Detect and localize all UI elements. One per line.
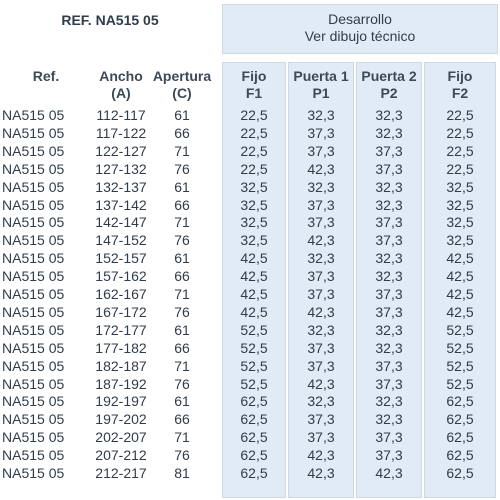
cell-puerta-2: 37,3 [375,447,403,464]
cell-ancho: 202-207 [95,429,147,446]
table-row [0,250,500,268]
header-fijo-f1-line1: Fijo [241,68,267,84]
header-ref [0,68,92,85]
cell-fijo-f2: 42,5 [446,286,474,302]
cell-puerta-2: 32,3 [375,411,403,428]
cell-fijo-f2: 32,5 [446,232,474,249]
cell-apertura: 71 [174,429,190,446]
cell-fijo-f2: 42,5 [446,268,474,285]
cell-apertura: 66 [174,339,190,356]
cell-ref: NA515 05 [2,465,65,481]
cell-fijo-f2: 52,5 [446,321,474,338]
table-row [0,429,500,447]
cell-puerta-1: 37,3 [307,357,335,374]
header-ref-line1: Ref. [32,68,60,84]
cell-ref: NA515 05 [2,160,65,177]
cell-puerta-1: 42,3 [307,375,335,392]
cell-fijo-f1: 42,5 [240,268,268,285]
cell-fijo-f1: 52,5 [240,375,268,392]
table-row [0,179,500,197]
cell-puerta-2: 32,3 [375,339,403,356]
table-row [0,465,500,483]
cell-ref: NA515 05 [2,321,65,338]
cell-puerta-2: 32,3 [375,178,403,195]
cell-ancho: 177-182 [95,339,147,356]
cell-fijo-f1: 32,5 [240,196,268,213]
header-fijo-f1 [222,68,286,102]
table-row [0,232,500,250]
cell-ref: NA515 05 [2,429,65,446]
cell-apertura: 76 [174,303,190,320]
cell-puerta-1: 42,3 [307,303,335,320]
header-puerta-2-line1: Puerta 2 [361,68,417,84]
header-apertura-line1: Apertura [152,68,212,84]
cell-apertura: 66 [174,411,190,428]
cell-puerta-2: 37,3 [375,375,403,392]
cell-puerta-1: 37,3 [307,429,335,446]
cell-puerta-1: 37,3 [307,411,335,428]
cell-fijo-f1: 62,5 [240,447,268,464]
cell-fijo-f2: 32,5 [446,178,474,195]
header-apertura-line2: (C) [172,85,192,101]
cell-apertura: 71 [174,142,190,159]
cell-puerta-2: 32,3 [375,196,403,213]
cell-fijo-f2: 42,5 [446,250,474,267]
cell-ancho: 207-212 [95,447,147,464]
cell-apertura: 61 [174,250,190,267]
cell-fijo-f2: 52,5 [446,357,474,374]
cell-ref: NA515 05 [2,339,65,356]
cell-puerta-2: 37,3 [375,160,403,177]
table-row [0,340,500,358]
header-puerta-1 [288,68,354,102]
cell-puerta-2: 37,3 [375,429,403,446]
table-row [0,304,500,322]
cell-fijo-f2: 32,5 [446,196,474,213]
cell-fijo-f1: 32,5 [240,232,268,249]
header-fijo-f2-line1: Fijo [447,68,473,84]
cell-fijo-f1: 32,5 [240,214,268,231]
cell-fijo-f2: 62,5 [446,465,474,481]
cell-puerta-2: 37,3 [375,142,403,159]
cell-puerta-1: 32,3 [307,107,335,123]
cell-ref: NA515 05 [2,286,65,302]
table-row [0,286,500,304]
cell-puerta-2: 32,3 [375,250,403,267]
header-fijo-f1-line2: F1 [245,85,263,101]
cell-puerta-2: 32,3 [375,393,403,410]
cell-ref: NA515 05 [2,250,65,267]
cell-ancho: 172-177 [95,321,147,338]
cell-fijo-f2: 22,5 [446,160,474,177]
cell-puerta-1: 42,3 [307,232,335,249]
cell-ref: NA515 05 [2,232,65,249]
cell-fijo-f2: 32,5 [446,214,474,231]
table-row [0,322,500,340]
cell-ref: NA515 05 [2,107,65,123]
table-row [0,161,500,179]
cell-fijo-f1: 32,5 [240,178,268,195]
cell-apertura: 61 [174,178,190,195]
cell-fijo-f1: 42,5 [240,250,268,267]
cell-fijo-f1: 62,5 [240,465,268,481]
cell-puerta-2: 37,3 [375,286,403,302]
cell-ref: NA515 05 [2,178,65,195]
cell-apertura: 66 [174,268,190,285]
cell-fijo-f1: 22,5 [240,124,268,141]
table-row [0,107,500,125]
cell-puerta-2: 32,3 [375,268,403,285]
cell-puerta-1: 42,3 [307,465,335,481]
cell-fijo-f1: 52,5 [240,357,268,374]
cell-ancho: 187-192 [95,375,147,392]
cell-fijo-f2: 62,5 [446,447,474,464]
cell-apertura: 71 [174,357,190,374]
table-row [0,411,500,429]
cell-puerta-1: 37,3 [307,142,335,159]
development-title: Desarrollo [328,11,392,27]
header-fijo-f2-line2: F2 [451,85,469,101]
header-fijo-f2 [424,68,496,102]
table-row [0,376,500,394]
cell-puerta-2: 32,3 [375,321,403,338]
cell-fijo-f1: 52,5 [240,339,268,356]
cell-puerta-2: 32,3 [375,107,403,123]
cell-puerta-1: 37,3 [307,124,335,141]
cell-ancho: 132-137 [95,178,147,195]
cell-apertura: 71 [174,214,190,231]
cell-ancho: 212-217 [95,465,147,481]
cell-apertura: 81 [174,465,190,481]
cell-ancho: 182-187 [95,357,147,374]
cell-fijo-f2: 52,5 [446,339,474,356]
cell-fijo-f2: 52,5 [446,375,474,392]
cell-ref: NA515 05 [2,303,65,320]
cell-puerta-1: 37,3 [307,196,335,213]
header-puerta-1-line1: Puerta 1 [293,68,349,84]
cell-apertura: 61 [174,321,190,338]
cell-puerta-1: 42,3 [307,447,335,464]
cell-fijo-f2: 22,5 [446,142,474,159]
cell-fijo-f1: 62,5 [240,429,268,446]
table-title: REF. NA515 05 [61,12,159,28]
cell-puerta-2: 32,3 [375,124,403,141]
cell-ancho: 192-197 [95,393,147,410]
table-row [0,197,500,215]
table-row [0,447,500,465]
cell-apertura: 76 [174,160,190,177]
cell-fijo-f2: 62,5 [446,411,474,428]
cell-ancho: 147-152 [95,232,147,249]
table-row [0,214,500,232]
cell-ancho: 142-147 [95,214,147,231]
cell-ref: NA515 05 [2,268,65,285]
cell-apertura: 66 [174,124,190,141]
cell-ancho: 127-132 [95,160,147,177]
header-puerta-2-line2: P2 [380,85,398,101]
table-row [0,143,500,161]
header-ancho [92,68,150,102]
cell-ancho: 122-127 [95,142,147,159]
cell-ancho: 152-157 [95,250,147,267]
table-row [0,393,500,411]
cell-ancho: 137-142 [95,196,147,213]
cell-fijo-f2: 22,5 [446,124,474,141]
header-apertura [150,68,214,102]
cell-fijo-f2: 22,5 [446,107,474,123]
cell-puerta-1: 37,3 [307,339,335,356]
cell-ancho: 197-202 [95,411,147,428]
cell-apertura: 71 [174,286,190,302]
cell-ancho: 167-172 [95,303,147,320]
cell-fijo-f1: 42,5 [240,286,268,302]
cell-fijo-f2: 42,5 [446,303,474,320]
cell-puerta-2: 37,3 [375,232,403,249]
header-puerta-1-line2: P1 [312,85,330,101]
cell-fijo-f1: 22,5 [240,107,268,123]
cell-ancho: 112-117 [96,107,146,123]
table-row [0,268,500,286]
cell-fijo-f1: 22,5 [240,142,268,159]
cell-ref: NA515 05 [2,447,65,464]
cell-puerta-2: 37,3 [375,303,403,320]
cell-ref: NA515 05 [2,196,65,213]
cell-puerta-1: 32,3 [307,393,335,410]
cell-ref: NA515 05 [2,214,65,231]
cell-apertura: 76 [174,232,190,249]
cell-fijo-f1: 62,5 [240,411,268,428]
cell-fijo-f1: 42,5 [240,303,268,320]
cell-ref: NA515 05 [2,393,65,410]
cell-apertura: 61 [174,393,190,410]
cell-ancho: 157-162 [95,268,147,285]
cell-puerta-2: 42,3 [375,465,403,481]
cell-puerta-1: 37,3 [307,286,335,302]
cell-ref: NA515 05 [2,142,65,159]
cell-fijo-f1: 62,5 [240,393,268,410]
cell-puerta-2: 37,3 [375,214,403,231]
cell-fijo-f2: 62,5 [446,393,474,410]
cell-puerta-1: 42,3 [307,160,335,177]
cell-ref: NA515 05 [2,124,65,141]
table-row [0,125,500,143]
cell-puerta-1: 32,3 [307,250,335,267]
cell-ref: NA515 05 [2,357,65,374]
cell-puerta-2: 37,3 [375,357,403,374]
header-ancho-line1: Ancho [99,68,143,84]
cell-fijo-f2: 62,5 [446,429,474,446]
header-ancho-line2: (A) [111,85,131,101]
cell-puerta-1: 32,3 [307,321,335,338]
cell-puerta-1: 32,3 [307,178,335,195]
cell-puerta-1: 37,3 [307,214,335,231]
cell-ancho: 162-167 [95,286,147,302]
cell-apertura: 76 [174,375,190,392]
cell-ref: NA515 05 [2,411,65,428]
cell-fijo-f1: 52,5 [240,321,268,338]
cell-apertura: 61 [174,107,190,123]
cell-apertura: 66 [174,196,190,213]
cell-apertura: 76 [174,447,190,464]
cell-ancho: 117-122 [95,124,147,141]
cell-ref: NA515 05 [2,375,65,392]
cell-puerta-1: 37,3 [307,268,335,285]
table-row [0,358,500,376]
development-subtitle: Ver dibujo técnico [304,28,416,44]
header-puerta-2 [356,68,422,102]
cell-fijo-f1: 22,5 [240,160,268,177]
